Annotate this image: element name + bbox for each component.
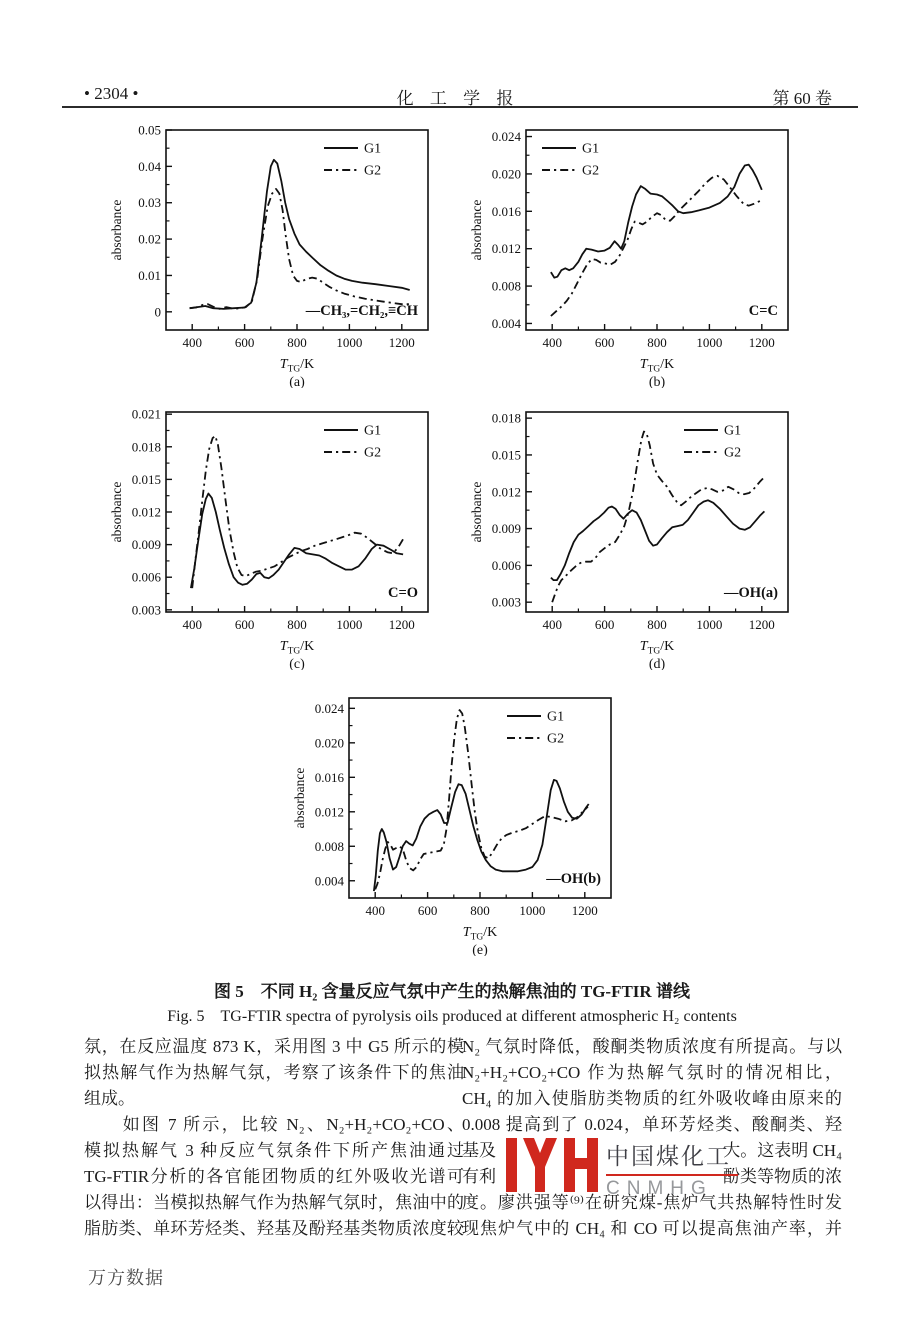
svg-text:1200: 1200 (748, 617, 775, 632)
svg-text:(c): (c) (289, 657, 305, 670)
svg-text:1000: 1000 (696, 617, 723, 632)
text-line: CH₄ 的加入使脂肪类物质的红外吸收峰由原来的 (462, 1089, 842, 1108)
svg-text:0.016: 0.016 (491, 203, 521, 219)
svg-text:1000: 1000 (519, 903, 546, 918)
chart-d-oh-a (468, 400, 802, 670)
text-line: 拟热解气作为热解气氛，考察了该条件下的焦油 (84, 1063, 464, 1082)
text-line: 组成。 (84, 1089, 135, 1108)
text-line: 脂肪类、单环芳烃类、羟基及酚羟基类物质浓度较 (84, 1219, 464, 1238)
svg-text:0.02: 0.02 (138, 231, 161, 247)
svg-text:400: 400 (365, 903, 385, 918)
svg-text:1000: 1000 (336, 335, 363, 350)
text-line: 现焦炉气中的 CH₄ 和 CO 可以提高焦油产率，并 (462, 1219, 842, 1238)
svg-text:0.003: 0.003 (131, 602, 161, 618)
svg-text:0.009: 0.009 (131, 537, 161, 553)
svg-text:absorbance: absorbance (469, 481, 484, 543)
chart-svg (468, 118, 802, 388)
svg-text:G2: G2 (724, 445, 742, 461)
svg-text:800: 800 (287, 617, 307, 632)
page-number: • 2304 • (84, 84, 139, 103)
text-fragment: 酚类等物质的浓 (723, 1167, 842, 1186)
svg-text:0.008: 0.008 (314, 838, 344, 854)
svg-text:400: 400 (542, 617, 562, 632)
svg-text:G2: G2 (547, 731, 565, 747)
figure-caption-zh: 图 5 不同 H₂ 含量反应气氛中产生的热解焦油的 TG-FTIR 谱线 (214, 982, 690, 1001)
svg-text:0.020: 0.020 (314, 735, 344, 751)
svg-text:absorbance: absorbance (109, 481, 124, 543)
header-rule (62, 106, 858, 108)
svg-text:0.03: 0.03 (138, 195, 161, 211)
svg-text:0.01: 0.01 (138, 267, 161, 283)
series-G2 (551, 176, 762, 316)
cnmhg-watermark (506, 1138, 742, 1198)
chart-a-ch3-ch2-ch (108, 118, 442, 388)
svg-text:0.004: 0.004 (491, 315, 521, 331)
chart-c-c-double-o (108, 400, 442, 670)
svg-text:0.015: 0.015 (131, 471, 161, 487)
svg-text:1000: 1000 (336, 617, 363, 632)
page-header (84, 84, 832, 106)
svg-text:absorbance: absorbance (469, 199, 484, 261)
svg-text:(d): (d) (648, 657, 666, 670)
svg-text:1200: 1200 (571, 903, 598, 918)
svg-text:0.016: 0.016 (314, 769, 344, 785)
svg-text:400: 400 (542, 335, 562, 350)
text-fragment: 大。这表明 CH₄ (723, 1141, 842, 1160)
svg-text:0.024: 0.024 (314, 700, 344, 716)
svg-text:1200: 1200 (388, 335, 415, 350)
series-G2 (190, 189, 410, 309)
svg-text:G2: G2 (582, 163, 600, 179)
svg-text:—OH(b): —OH(b) (546, 871, 601, 887)
chart-e-oh-b (291, 686, 625, 956)
svg-text:1200: 1200 (388, 617, 415, 632)
svg-text:TTG/K: $T_{TG}/K$ (639, 357, 675, 375)
svg-text:TTG/K: $T_{TG}/K$ (279, 357, 315, 375)
svg-text:(a): (a) (289, 375, 305, 388)
text-line: 模拟热解气 3 种反应气氛条件下所产焦油通过 (84, 1141, 464, 1160)
svg-text:(b): (b) (648, 375, 666, 388)
figure-caption-en: Fig. 5 TG-FTIR spectra of pyrolysis oils produced at different atmospheric H₂ contents (167, 1008, 737, 1025)
series-G1 (551, 165, 762, 278)
volume-label: 第 60 卷 (772, 89, 832, 108)
wanfang-data-mark: 万方数据 (88, 1268, 164, 1288)
text-line: TG-FTIR分析的各官能团物质的红外吸收光谱可 (84, 1167, 464, 1186)
chart-svg (468, 400, 802, 670)
text-line: 0.008 提高到了 0.024，单环芳烃类、酸酮类、羟 (462, 1115, 842, 1134)
svg-text:0.021: 0.021 (131, 406, 161, 422)
text-fragment: 有利 (462, 1167, 496, 1186)
svg-text:0.009: 0.009 (491, 521, 521, 537)
text-column-left (84, 1034, 464, 1242)
svg-text:0.003: 0.003 (491, 594, 521, 610)
svg-text:G1: G1 (364, 423, 382, 439)
svg-text:0.012: 0.012 (314, 804, 344, 820)
svg-text:0.05: 0.05 (138, 122, 161, 138)
svg-text:TTG/K: $T_{TG}/K$ (462, 925, 498, 943)
svg-text:0: 0 (154, 304, 161, 320)
svg-text:600: 600 (594, 617, 615, 632)
svg-text:0.018: 0.018 (491, 410, 521, 426)
svg-text:600: 600 (234, 335, 255, 350)
svg-text:—OH(a): —OH(a) (724, 585, 778, 601)
svg-text:(e): (e) (472, 943, 488, 956)
cnmhg-logo-zh: 中国煤化工 (606, 1143, 731, 1169)
svg-text:absorbance: absorbance (109, 199, 124, 261)
svg-text:TTG/K: $T_{TG}/K$ (639, 639, 675, 657)
svg-text:0.012: 0.012 (131, 504, 161, 520)
svg-text:800: 800 (470, 903, 490, 918)
svg-text:600: 600 (594, 335, 615, 350)
svg-text:0.004: 0.004 (314, 873, 344, 889)
cnmhg-logo-underline (606, 1174, 738, 1176)
svg-text:absorbance: absorbance (292, 767, 307, 829)
series-G1 (190, 160, 410, 309)
svg-text:0.012: 0.012 (491, 241, 521, 257)
text-line: 如图 7 所示，比较 N₂、N₂+H₂+CO₂+CO、 (84, 1115, 464, 1134)
svg-text:0.024: 0.024 (491, 129, 521, 145)
text-line: 以得出：当模拟热解气作为热解气氛时，焦油中的 (84, 1193, 464, 1212)
svg-text:G1: G1 (364, 141, 382, 157)
svg-text:G2: G2 (364, 163, 382, 179)
svg-text:—CH₃,=CH₂,≡CH: —CH₃,=CH₂,≡CH (305, 303, 418, 319)
chart-svg (291, 686, 625, 956)
text-line: N₂+H₂+CO₂+CO 作为热解气氛时的情况相比， (462, 1063, 842, 1082)
chart-b-c-double-c (468, 118, 802, 388)
text-fragment: 基及 (462, 1141, 496, 1160)
svg-text:0.006: 0.006 (491, 557, 521, 573)
svg-text:0.012: 0.012 (491, 484, 521, 500)
svg-text:400: 400 (182, 335, 202, 350)
svg-text:G1: G1 (582, 141, 600, 157)
svg-text:C=O: C=O (387, 585, 418, 601)
svg-text:G2: G2 (364, 445, 382, 461)
svg-text:0.04: 0.04 (138, 158, 161, 174)
cnmhg-logo-text (606, 1138, 742, 1200)
svg-text:600: 600 (417, 903, 438, 918)
chart-svg (108, 400, 442, 670)
svg-text:G1: G1 (547, 709, 565, 725)
series-G1 (551, 500, 765, 580)
svg-text:1200: 1200 (748, 335, 775, 350)
chart-svg (108, 118, 442, 388)
text-line: 氛，在反应温度 873 K，采用图 3 中 G5 所示的模 (84, 1037, 464, 1056)
svg-text:0.008: 0.008 (491, 278, 521, 294)
svg-text:800: 800 (287, 335, 307, 350)
cnmhg-logo-latin: CNMHG (606, 1178, 713, 1199)
svg-text:0.015: 0.015 (491, 447, 521, 463)
svg-text:C=C: C=C (748, 303, 778, 319)
svg-text:G1: G1 (724, 423, 742, 439)
svg-text:400: 400 (182, 617, 202, 632)
text-line: N₂ 气氛时降低，酸酮类物质浓度有所提高。与以 (462, 1037, 842, 1056)
cnmhg-logo-icon (506, 1138, 598, 1192)
svg-text:0.006: 0.006 (131, 569, 161, 585)
svg-text:800: 800 (647, 617, 667, 632)
svg-text:0.020: 0.020 (491, 166, 521, 182)
text-line: 度。廖洪强等⁽⁹⁾在研究煤-焦炉气共热解特性时发 (462, 1193, 842, 1212)
svg-text:0.018: 0.018 (131, 439, 161, 455)
svg-text:1000: 1000 (696, 335, 723, 350)
journal-title: 化 工 学 报 (396, 89, 520, 108)
svg-text:TTG/K: $T_{TG}/K$ (279, 639, 315, 657)
svg-text:600: 600 (234, 617, 255, 632)
svg-text:800: 800 (647, 335, 667, 350)
